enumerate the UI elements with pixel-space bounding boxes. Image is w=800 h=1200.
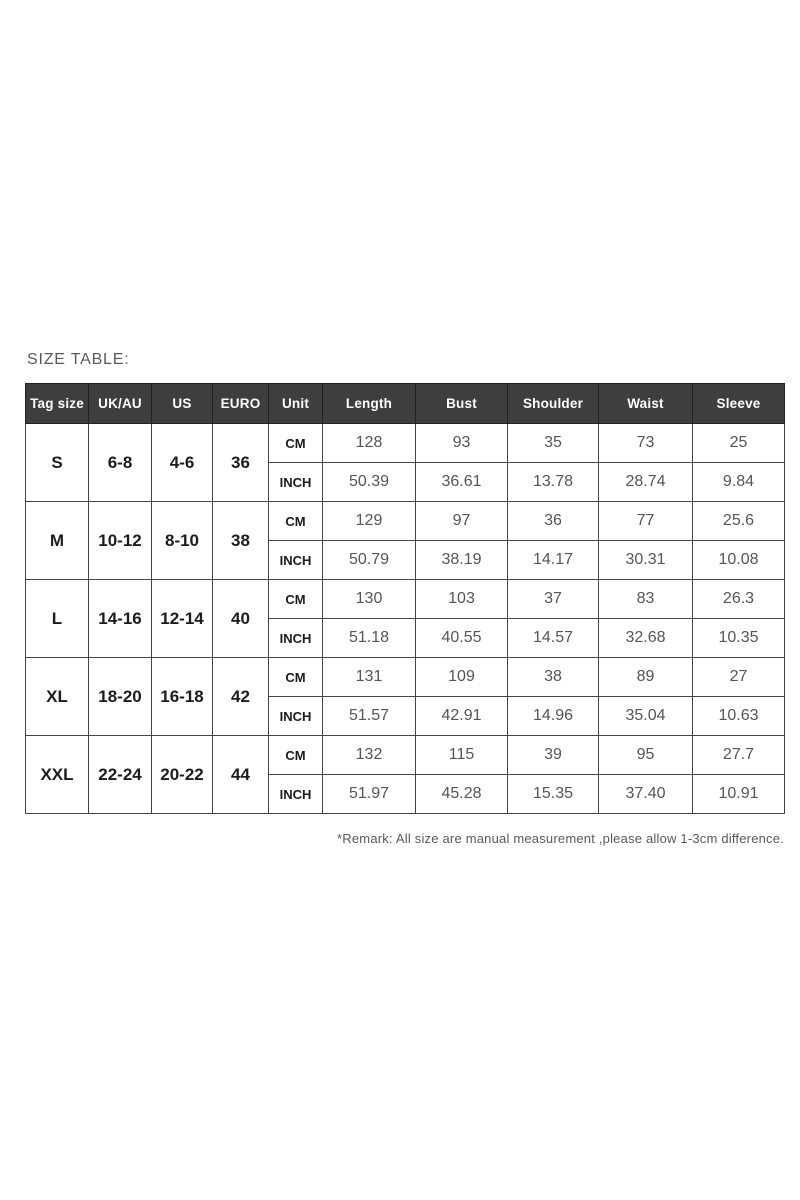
column-header-bust: Bust (416, 384, 508, 424)
measurement-cell-cm-bust: 115 (416, 736, 508, 775)
unit-label-inch: INCH (269, 541, 323, 580)
measurement-cell-inch-bust: 38.19 (416, 541, 508, 580)
measurement-cell-inch-waist: 28.74 (599, 463, 693, 502)
measurement-cell-cm-bust: 109 (416, 658, 508, 697)
measurement-cell-inch-length: 51.57 (323, 697, 416, 736)
us-cell: 4-6 (152, 424, 213, 502)
measurement-cell-cm-length: 130 (323, 580, 416, 619)
measurement-cell-inch-waist: 32.68 (599, 619, 693, 658)
column-header-tag-size: Tag size (26, 384, 89, 424)
size-row-xl-cm (26, 658, 785, 697)
unit-label-inch: INCH (269, 775, 323, 814)
size-row-s-cm (26, 424, 785, 463)
measurement-cell-cm-waist: 73 (599, 424, 693, 463)
measurement-cell-cm-shoulder: 37 (508, 580, 599, 619)
measurement-cell-inch-waist: 35.04 (599, 697, 693, 736)
measurement-cell-inch-waist: 37.40 (599, 775, 693, 814)
measurement-cell-inch-sleeve: 10.91 (693, 775, 785, 814)
measurement-cell-cm-waist: 77 (599, 502, 693, 541)
measurement-cell-cm-waist: 89 (599, 658, 693, 697)
uk-au-cell: 22-24 (89, 736, 152, 814)
measurement-cell-cm-length: 131 (323, 658, 416, 697)
unit-label-inch: INCH (269, 697, 323, 736)
measurement-cell-cm-bust: 103 (416, 580, 508, 619)
measurement-cell-inch-sleeve: 9.84 (693, 463, 785, 502)
measurement-cell-inch-length: 50.39 (323, 463, 416, 502)
column-header-shoulder: Shoulder (508, 384, 599, 424)
measurement-cell-inch-bust: 36.61 (416, 463, 508, 502)
measurement-cell-inch-length: 51.18 (323, 619, 416, 658)
measurement-cell-inch-shoulder: 14.96 (508, 697, 599, 736)
measurement-cell-inch-sleeve: 10.35 (693, 619, 785, 658)
measurement-cell-inch-sleeve: 10.08 (693, 541, 785, 580)
uk-au-cell: 6-8 (89, 424, 152, 502)
size-table-heading: SIZE TABLE: (27, 351, 130, 368)
tag-size-cell: M (26, 502, 89, 580)
uk-au-cell: 18-20 (89, 658, 152, 736)
measurement-cell-cm-bust: 93 (416, 424, 508, 463)
column-header-unit: Unit (269, 384, 323, 424)
size-table (25, 383, 785, 814)
us-cell: 12-14 (152, 580, 213, 658)
measurement-cell-cm-shoulder: 36 (508, 502, 599, 541)
size-row-l-cm (26, 580, 785, 619)
measurement-cell-inch-shoulder: 14.57 (508, 619, 599, 658)
measurement-cell-cm-bust: 97 (416, 502, 508, 541)
header-row (26, 384, 785, 424)
size-row-m-cm (26, 502, 785, 541)
tag-size-cell: S (26, 424, 89, 502)
uk-au-cell: 14-16 (89, 580, 152, 658)
column-header-us: US (152, 384, 213, 424)
measurement-cell-cm-shoulder: 38 (508, 658, 599, 697)
unit-label-cm: CM (269, 424, 323, 463)
measurement-cell-inch-length: 51.97 (323, 775, 416, 814)
measurement-cell-cm-sleeve: 25.6 (693, 502, 785, 541)
measurement-cell-cm-shoulder: 35 (508, 424, 599, 463)
unit-label-inch: INCH (269, 619, 323, 658)
tag-size-cell: L (26, 580, 89, 658)
measurement-cell-inch-shoulder: 14.17 (508, 541, 599, 580)
measurement-cell-inch-waist: 30.31 (599, 541, 693, 580)
measurement-cell-inch-shoulder: 13.78 (508, 463, 599, 502)
column-header-sleeve: Sleeve (693, 384, 785, 424)
measurement-cell-cm-waist: 83 (599, 580, 693, 619)
measurement-cell-inch-sleeve: 10.63 (693, 697, 785, 736)
column-header-length: Length (323, 384, 416, 424)
measurement-cell-cm-sleeve: 26.3 (693, 580, 785, 619)
measurement-cell-cm-sleeve: 27 (693, 658, 785, 697)
measurement-cell-cm-shoulder: 39 (508, 736, 599, 775)
size-row-xxl-cm (26, 736, 785, 775)
us-cell: 20-22 (152, 736, 213, 814)
remark-text: *Remark: All size are manual measurement ,please allow 1-3cm difference. (337, 831, 784, 846)
unit-label-cm: CM (269, 736, 323, 775)
measurement-cell-inch-bust: 40.55 (416, 619, 508, 658)
unit-label-cm: CM (269, 580, 323, 619)
measurement-cell-inch-shoulder: 15.35 (508, 775, 599, 814)
us-cell: 16-18 (152, 658, 213, 736)
tag-size-cell: XL (26, 658, 89, 736)
column-header-euro: EURO (213, 384, 269, 424)
euro-cell: 44 (213, 736, 269, 814)
unit-label-cm: CM (269, 658, 323, 697)
measurement-cell-inch-bust: 45.28 (416, 775, 508, 814)
us-cell: 8-10 (152, 502, 213, 580)
euro-cell: 38 (213, 502, 269, 580)
measurement-cell-inch-bust: 42.91 (416, 697, 508, 736)
measurement-cell-inch-length: 50.79 (323, 541, 416, 580)
euro-cell: 40 (213, 580, 269, 658)
euro-cell: 36 (213, 424, 269, 502)
tag-size-cell: XXL (26, 736, 89, 814)
unit-label-cm: CM (269, 502, 323, 541)
uk-au-cell: 10-12 (89, 502, 152, 580)
measurement-cell-cm-length: 128 (323, 424, 416, 463)
column-header-uk-au: UK/AU (89, 384, 152, 424)
measurement-cell-cm-waist: 95 (599, 736, 693, 775)
size-table-section (25, 351, 784, 846)
measurement-cell-cm-sleeve: 27.7 (693, 736, 785, 775)
column-header-waist: Waist (599, 384, 693, 424)
euro-cell: 42 (213, 658, 269, 736)
unit-label-inch: INCH (269, 463, 323, 502)
measurement-cell-cm-sleeve: 25 (693, 424, 785, 463)
measurement-cell-cm-length: 132 (323, 736, 416, 775)
measurement-cell-cm-length: 129 (323, 502, 416, 541)
